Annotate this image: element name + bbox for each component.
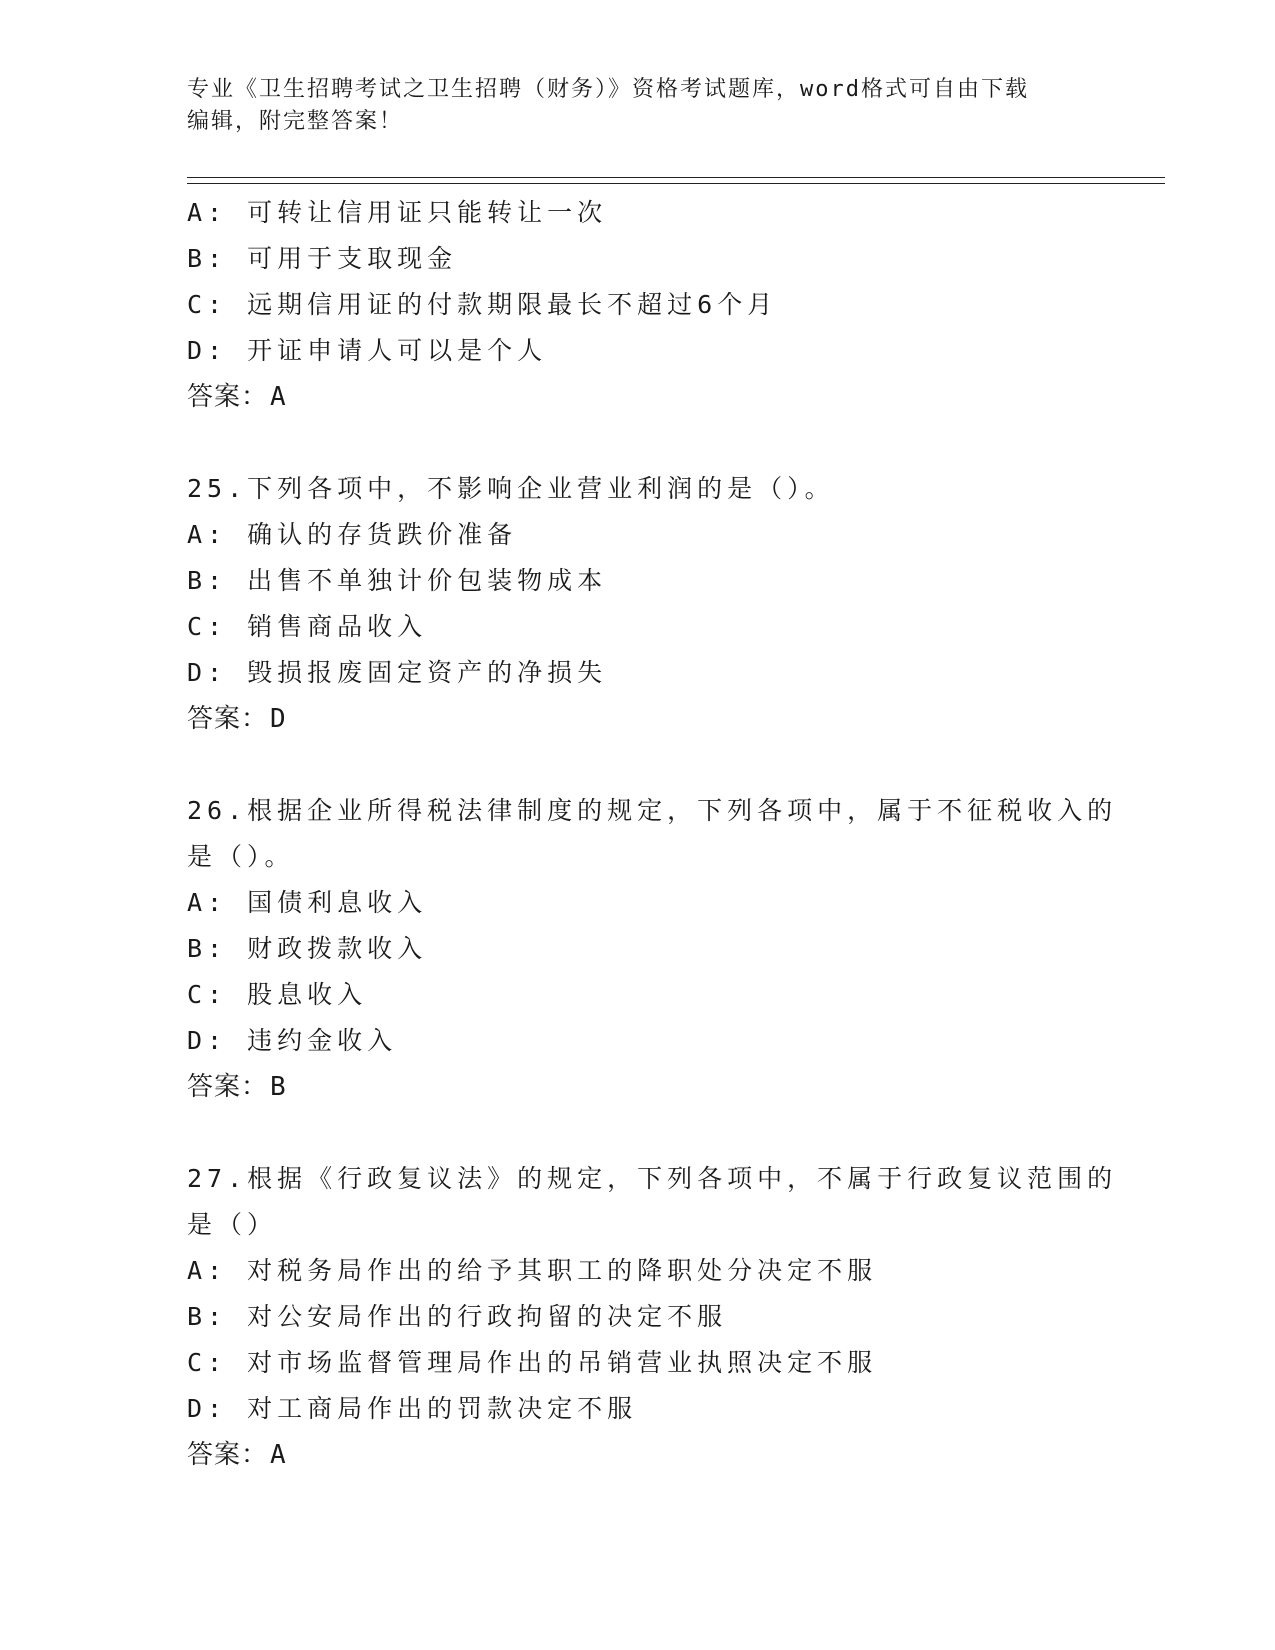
answer-value: D xyxy=(270,704,287,734)
question-stem: 25.下列各项中，不影响企业营业利润的是（）。 xyxy=(187,474,835,503)
question-stem-line-1: 26.根据企业所得税法律制度的规定，下列各项中，属于不征税收入的 xyxy=(187,796,1118,825)
option-b: B: 可用于支取现金 xyxy=(187,244,458,273)
header-line-2: 编辑，附完整答案！ xyxy=(187,109,404,134)
option-c: C: 远期信用证的付款期限最长不超过6个月 xyxy=(187,290,778,319)
question-block-25 xyxy=(187,466,1087,742)
option-b: B: 财政拨款收入 xyxy=(187,934,428,963)
answer-value: A xyxy=(270,1440,287,1470)
spacer xyxy=(187,1110,1087,1156)
header-line-1: 专业《卫生招聘考试之卫生招聘（财务）》资格考试题库，word格式可自由下载 xyxy=(187,77,1029,102)
question-block-24 xyxy=(187,190,1087,420)
answer-label: 答案： xyxy=(187,704,269,734)
answer-line xyxy=(187,374,1087,420)
option-a: A: 国债利息收入 xyxy=(187,888,428,917)
header-divider-top xyxy=(187,177,1165,178)
option-c: C: 股息收入 xyxy=(187,980,368,1009)
question-stem-line-1: 27.根据《行政复议法》的规定，下列各项中，不属于行政复议范围的 xyxy=(187,1164,1118,1193)
answer-label: 答案： xyxy=(187,1440,269,1470)
answer-label: 答案： xyxy=(187,382,269,412)
spacer xyxy=(187,420,1087,466)
question-block-26 xyxy=(187,788,1118,1110)
question-stem-line-2: 是（） xyxy=(187,1210,278,1239)
question-block-27 xyxy=(187,1156,1118,1478)
option-b: B: 对公安局作出的行政拘留的决定不服 xyxy=(187,1302,728,1331)
question-stem-line-2: 是（）。 xyxy=(187,842,295,871)
answer-line xyxy=(187,696,1087,742)
answer-value: A xyxy=(270,382,287,412)
question-list xyxy=(187,190,1118,1478)
option-b: B: 出售不单独计价包装物成本 xyxy=(187,566,608,595)
option-a: A: 确认的存货跌价准备 xyxy=(187,520,518,549)
option-d: D: 毁损报废固定资产的净损失 xyxy=(187,658,608,687)
header-divider-bottom xyxy=(187,183,1165,184)
answer-label: 答案： xyxy=(187,1072,269,1102)
option-c: C: 销售商品收入 xyxy=(187,612,428,641)
answer-line xyxy=(187,1064,1087,1110)
option-d: D: 对工商局作出的罚款决定不服 xyxy=(187,1394,638,1423)
option-d: D: 违约金收入 xyxy=(187,1026,398,1055)
answer-value: B xyxy=(270,1072,287,1102)
option-a: A: 对税务局作出的给予其职工的降职处分决定不服 xyxy=(187,1256,878,1285)
document-header xyxy=(187,74,1087,138)
option-a: A: 可转让信用证只能转让一次 xyxy=(187,198,608,227)
option-d: D: 开证申请人可以是个人 xyxy=(187,336,548,365)
option-c: C: 对市场监督管理局作出的吊销营业执照决定不服 xyxy=(187,1348,878,1377)
spacer xyxy=(187,742,1087,788)
answer-line xyxy=(187,1432,1087,1478)
